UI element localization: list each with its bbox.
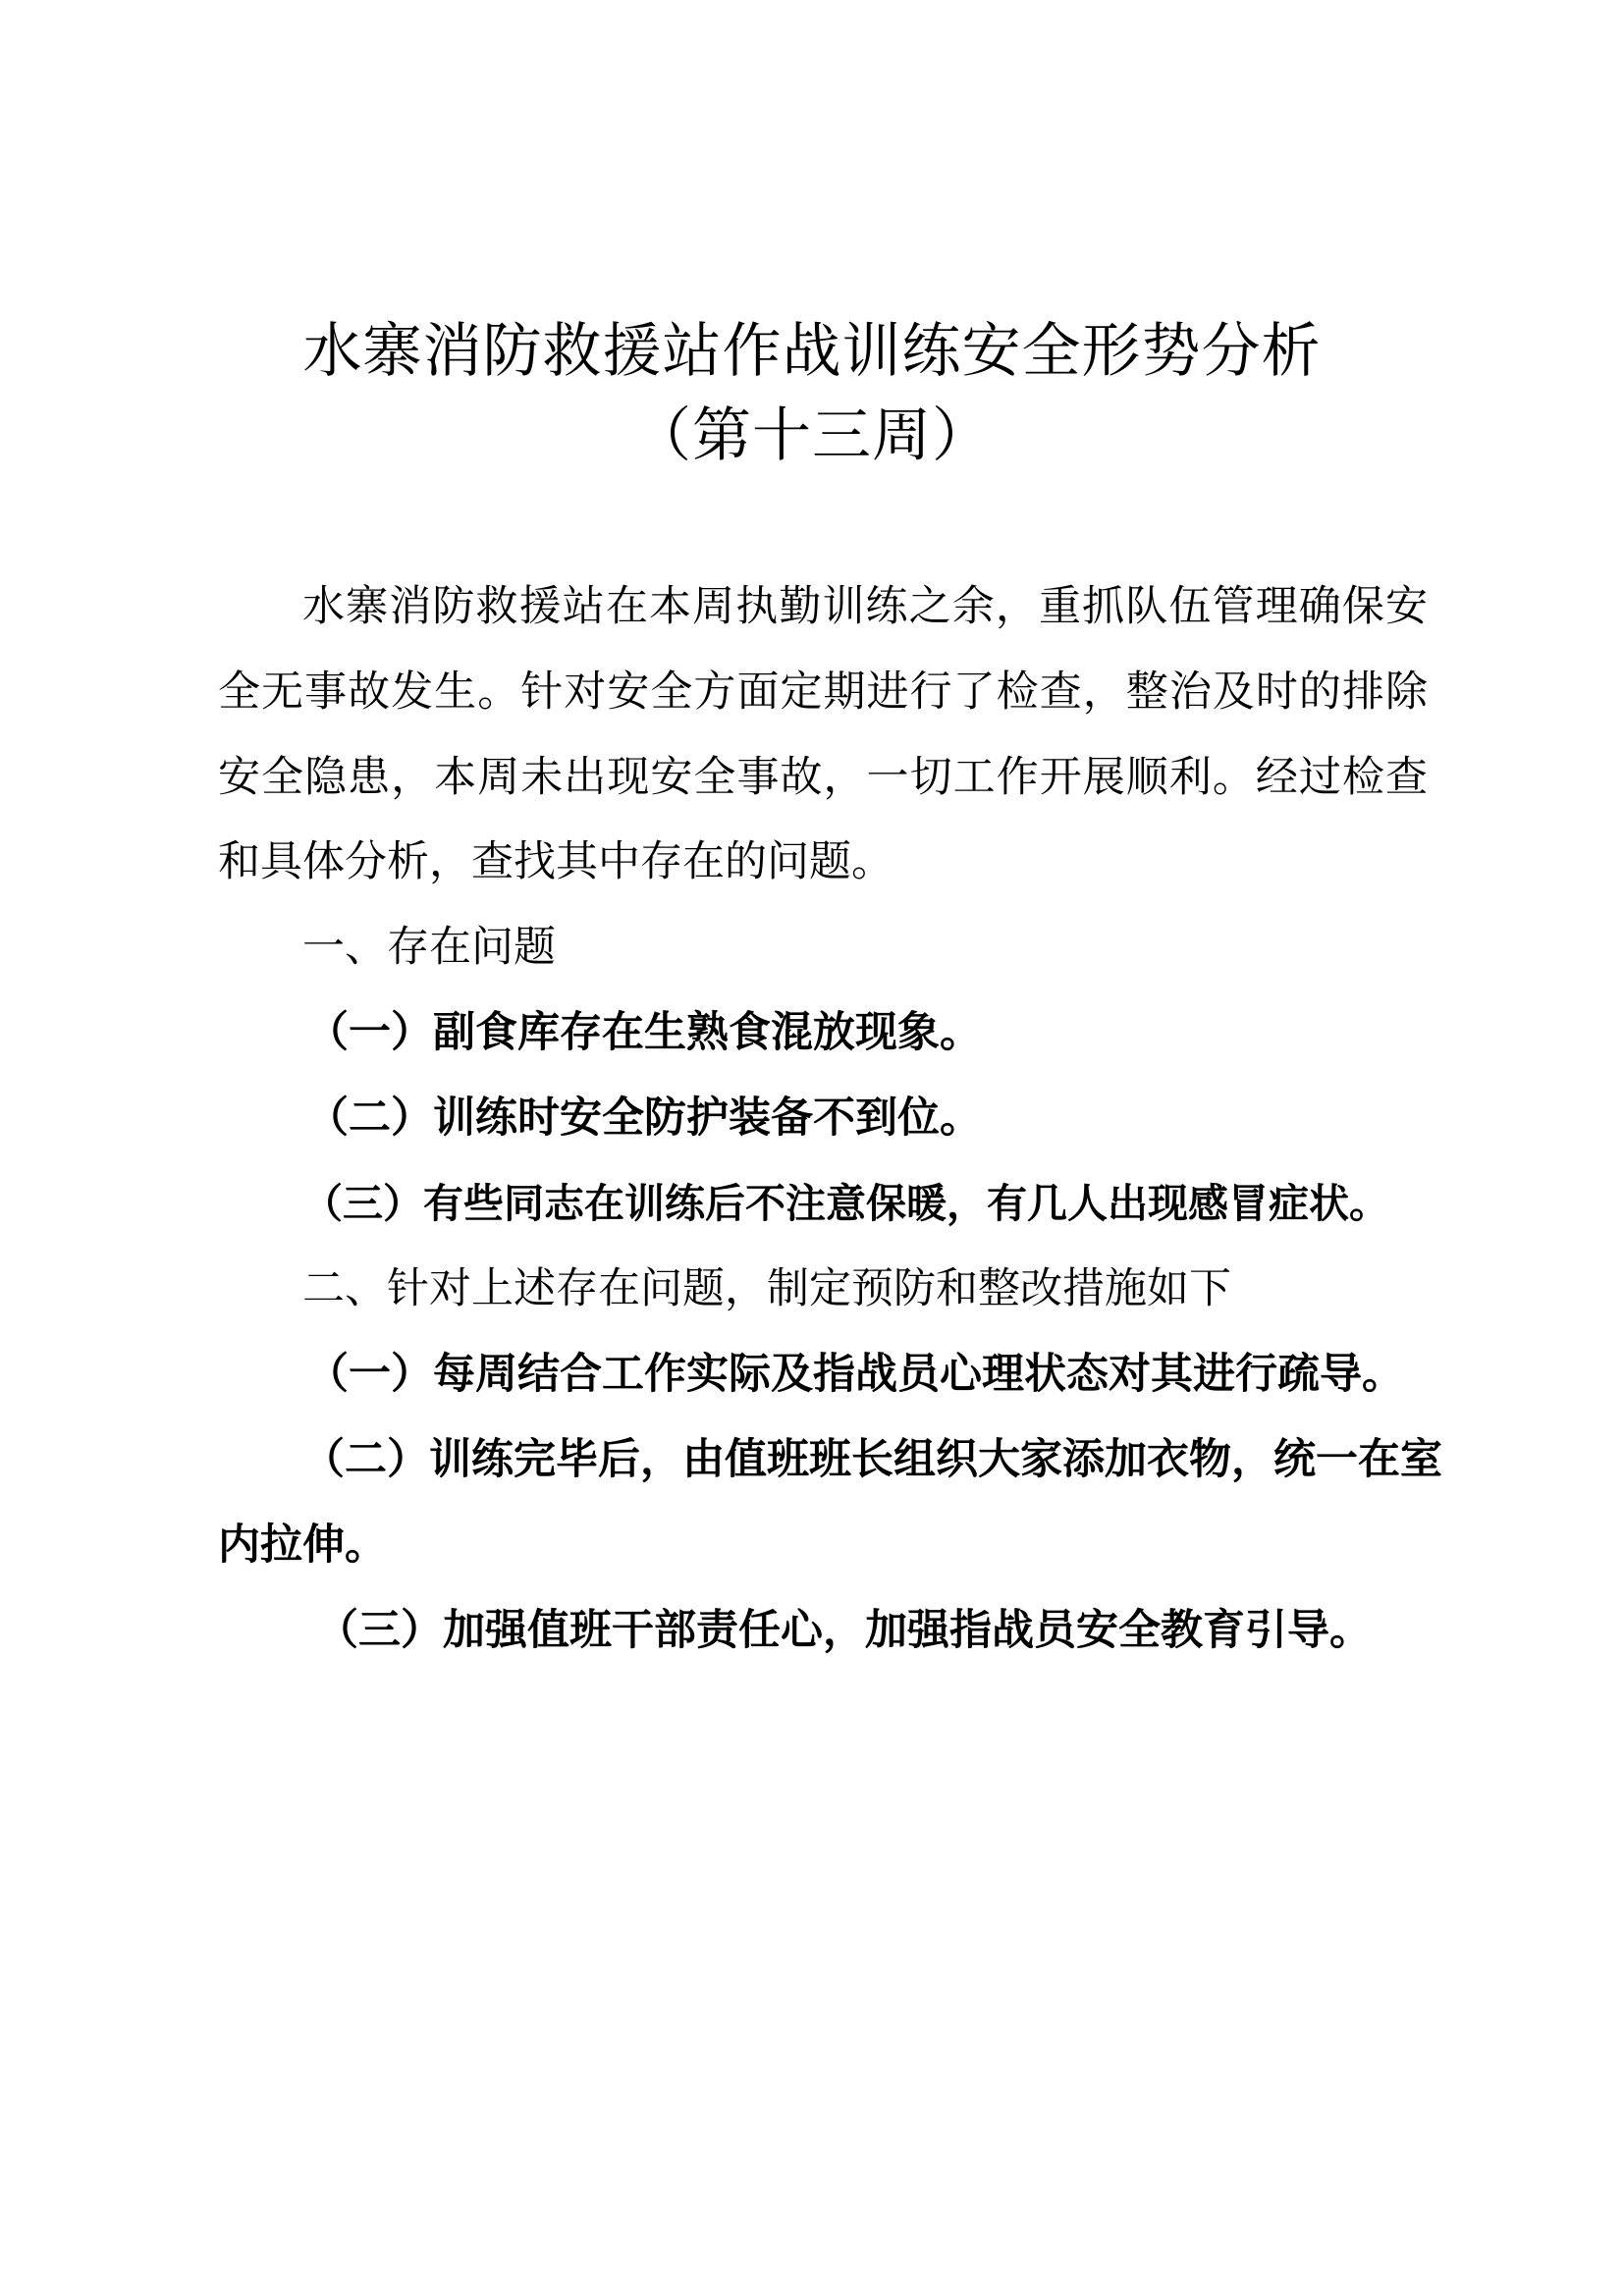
document-title: 水寨消防救援站作战训练安全形势分析: [302, 317, 1322, 386]
section-2-item-2-line-2: 内拉伸。: [218, 1521, 387, 1570]
section-2-item-2-line-1: （二）训练完毕后，由值班班长组织大家添加衣物，统一在室: [302, 1435, 1442, 1484]
document-subtitle-week: （第十三周）: [632, 401, 992, 470]
intro-line-3: 安全隐患，本周未出现安全事故，一切工作开展顺利。经过检查: [218, 753, 1428, 802]
intro-line-4: 和具体分析，查找其中存在的问题。: [218, 837, 893, 886]
intro-line-1: 水寨消防救援站在本周执勤训练之余，重抓队伍管理确保安: [302, 582, 1428, 631]
section-1-item-1: （一）副食库存在生熟食混放现象。: [306, 1008, 982, 1057]
section-1-item-3: （三）有些同志在训练后不注意保暖，有几人出现感冒症状。: [302, 1180, 1389, 1227]
section-1-item-2: （二）训练时安全防护装备不到位。: [306, 1094, 982, 1143]
section-2-item-3: （三）加强值班干部责任心，加强指战员安全教育引导。: [316, 1606, 1372, 1655]
section-2-heading: 二、针对上述存在问题，制定预防和整改措施如下: [302, 1264, 1231, 1313]
section-1-heading: 一、存在问题: [302, 923, 556, 972]
section-2-item-1: （一）每周结合工作实际及指战员心理状态对其进行疏导。: [306, 1350, 1404, 1399]
intro-line-2: 全无事故发生。针对安全方面定期进行了检查，整治及时的排除: [218, 667, 1428, 717]
